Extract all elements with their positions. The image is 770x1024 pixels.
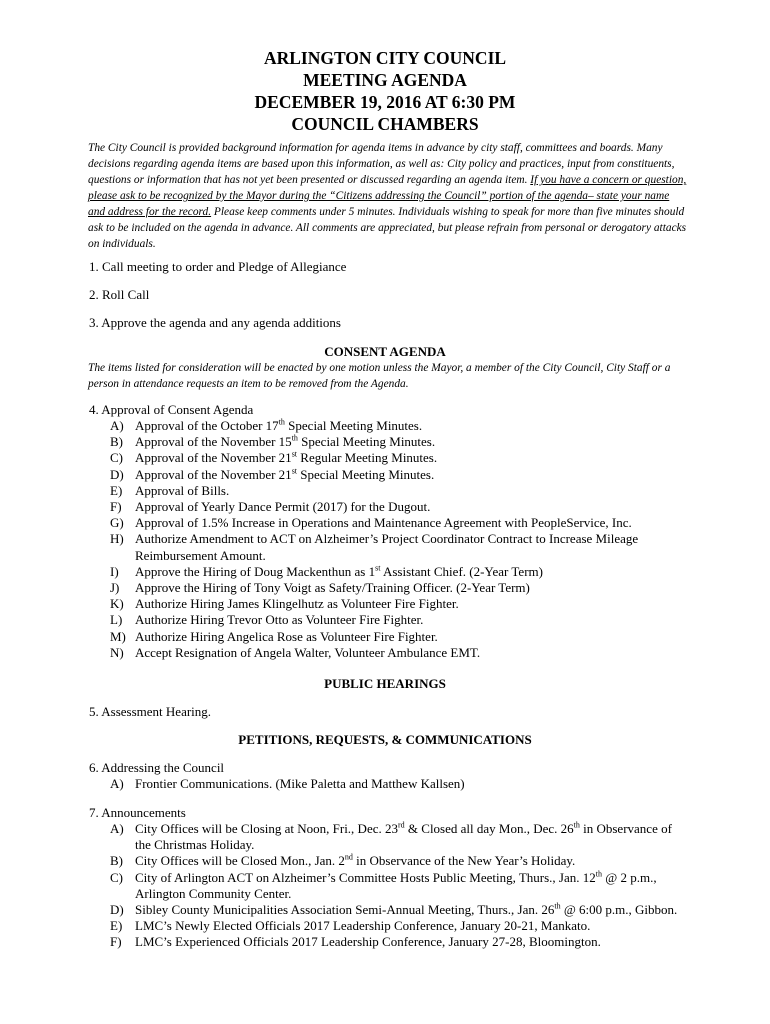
consent-subitem-item xyxy=(110,418,690,434)
agenda-item-3: 3. Approve the agenda and any agenda additions xyxy=(89,315,341,330)
petition-subitem-letter: A) xyxy=(110,776,124,791)
consent-subitem-item xyxy=(110,629,690,645)
consent-agenda-note: The items listed for consideration will be enacted by one motion unless the Mayor, a member of the City Council, City Staff or a person in attendance requests an item to be removed from the Agenda. xyxy=(88,362,671,390)
announcement-subitem-item xyxy=(110,934,690,950)
consent-subitem-letter: M) xyxy=(110,628,126,644)
announcement-subitem-letter: A) xyxy=(110,821,124,836)
announcement-subitem-text: LMC’s Experienced Officials 2017 Leadership Conference, January 27-28, Bloomington. xyxy=(135,934,601,950)
consent-subitem-item xyxy=(110,580,690,596)
announcement-subitem-letter: F) xyxy=(110,934,122,950)
consent-subitem-letter: N) xyxy=(110,644,124,660)
meeting-date: DECEMBER 19, 2016 AT 6:30 PM xyxy=(254,92,516,112)
consent-subitem-letter: I) xyxy=(110,563,119,579)
consent-subitem-text: Approval of 1.5% Increase in Operations and Maintenance Agreement with PeopleService, Inc. xyxy=(135,515,632,531)
consent-subitem-item xyxy=(110,515,690,531)
meeting-location: COUNCIL CHAMBERS xyxy=(291,114,479,134)
consent-subitem-item xyxy=(110,499,690,515)
announcement-subitem-letter: B) xyxy=(110,853,123,869)
consent-subitem-letter: E) xyxy=(110,482,123,498)
consent-subitem-item xyxy=(110,450,690,466)
announcement-subitem-item xyxy=(110,853,690,869)
consent-subitem-letter: B) xyxy=(110,434,123,450)
consent-subitem-text: Authorize Hiring Angelica Rose as Volunteer Fire Fighter. xyxy=(135,628,438,644)
ordinal-suffix: st xyxy=(375,563,381,573)
consent-subitem-letter: L) xyxy=(110,612,123,628)
announcement-subitem-text: City Offices will be Closed Mon., Jan. 2nd in Observance of the New Year’s Holiday. xyxy=(135,853,576,869)
consent-subitem-letter: G) xyxy=(110,515,124,531)
agenda-item-6: 6. Addressing the Council xyxy=(89,760,225,775)
announcement-subitem-item xyxy=(110,918,690,934)
consent-subitem-letter: H) xyxy=(110,531,124,547)
agenda-header xyxy=(0,47,770,135)
council-name: ARLINGTON CITY COUNCIL xyxy=(263,48,507,68)
consent-subitem-text: Authorize Amendment to ACT on Alzheimer’s Project Coordinator Contract to Increase Mileage Reimbursement Amount. xyxy=(135,531,639,563)
announcement-subitem-letter: D) xyxy=(110,902,124,918)
ordinal-suffix: th xyxy=(595,869,602,879)
agenda-item-5: 5. Assessment Hearing. xyxy=(89,704,212,719)
consent-subitem-text: Approval of the October 17th Special Meeting Minutes. xyxy=(135,417,423,433)
consent-subitem-item xyxy=(110,483,690,499)
agenda-item-4: 4. Approval of Consent Agenda xyxy=(89,402,254,417)
ordinal-suffix: nd xyxy=(344,853,353,863)
consent-subitem-text: Approval of the November 21st Regular Meeting Minutes. xyxy=(135,450,438,466)
consent-subitem-text: Approval of the November 15th Special Meeting Minutes. xyxy=(135,433,436,450)
petitions-subitems xyxy=(110,776,690,792)
agenda-item-7: 7. Announcements xyxy=(89,805,186,820)
ordinal-suffix: st xyxy=(291,450,298,460)
ordinal-suffix: rd xyxy=(397,820,405,830)
consent-subitem-letter: C) xyxy=(110,450,123,466)
consent-subitem-letter: A) xyxy=(110,418,124,433)
petition-subitem-text: Frontier Communications. (Mike Paletta and Matthew Kallsen) xyxy=(135,776,465,791)
ordinal-suffix: th xyxy=(573,820,580,830)
intro-underlined-text: If you have a concern or question, please ask to be recognized by the Mayor during the “Citizens addressing the Council” portion of the agenda– state your name and address for the record. xyxy=(88,174,687,218)
consent-subitem-item xyxy=(110,434,690,450)
agenda-item-1: 1. Call meeting to order and Pledge of Allegiance xyxy=(89,259,347,274)
consent-agenda-heading: CONSENT AGENDA xyxy=(324,344,446,359)
announcement-subitem-letter: C) xyxy=(110,869,123,885)
announcement-subitem-text: LMC’s Newly Elected Officials 2017 Leadership Conference, January 20-21, Mankato. xyxy=(135,918,591,934)
consent-subitems xyxy=(110,418,690,661)
document-title: MEETING AGENDA xyxy=(303,70,467,90)
announcement-subitem-item xyxy=(110,902,690,918)
announcement-subitem-letter: E) xyxy=(110,918,123,934)
intro-text-end: Please keep comments under 5 minutes. Individuals wishing to speak for more than five minutes should ask to be included on the agenda in advance. All comments are appreciated, but please refrain from personal or derogatory attacks on individuals. xyxy=(88,206,687,250)
consent-subitem-item xyxy=(110,467,690,483)
announcement-subitem-item xyxy=(110,821,690,853)
consent-subitem-text: Accept Resignation of Angela Walter, Volunteer Ambulance EMT. xyxy=(135,644,481,660)
consent-subitem-item xyxy=(110,612,690,628)
consent-subitem-text: Approval of the November 21st Special Meeting Minutes. xyxy=(135,466,435,482)
announcement-subitem-item xyxy=(110,870,690,902)
consent-subitem-letter: F) xyxy=(110,499,122,515)
announcement-subitems xyxy=(110,821,690,951)
consent-subitem-letter: K) xyxy=(110,596,124,612)
announcement-subitem-text: City Offices will be Closing at Noon, Fri., Dec. 23rd & Closed all day Mon., Dec. 26th in Observance of the Christmas Holiday. xyxy=(135,820,672,853)
intro-text: The City Council is provided background information for agenda items in advance by city staff, committees and boards. Many decisions regarding agenda items are based upon this information, as well as: City policy and practices, input from constituents, questions or information that has not yet been presented or discussed regarding an agenda item. xyxy=(88,142,675,186)
consent-subitem-item xyxy=(110,531,690,563)
petition-subitem-item xyxy=(110,776,690,792)
agenda-item-2: 2. Roll Call xyxy=(89,287,150,302)
consent-subitem-text: Authorize Hiring James Klingelhutz as Volunteer Fire Fighter. xyxy=(135,596,459,612)
petitions-heading: PETITIONS, REQUESTS, & COMMUNICATIONS xyxy=(238,732,532,747)
consent-subitem-text: Authorize Hiring Trevor Otto as Volunteer Fire Fighter. xyxy=(135,612,424,628)
consent-subitem-text: Approval of Bills. xyxy=(135,482,230,498)
consent-subitem-item xyxy=(110,564,690,580)
consent-subitem-text: Approval of Yearly Dance Permit (2017) for the Dugout. xyxy=(135,499,431,515)
consent-subitem-letter: D) xyxy=(110,466,124,482)
consent-subitem-text: Approve the Hiring of Doug Mackenthun as 1st Assistant Chief. (2-Year Term) xyxy=(135,563,543,579)
consent-subitem-letter: J) xyxy=(110,580,120,596)
consent-subitem-item xyxy=(110,645,690,661)
ordinal-suffix: th xyxy=(278,417,285,427)
consent-subitem-item xyxy=(110,596,690,612)
ordinal-suffix: th xyxy=(291,433,298,443)
announcement-subitem-text: City of Arlington ACT on Alzheimer’s Committee Hosts Public Meeting, Thurs., Jan. 12th @ 2 p.m., Arlington Community Center. xyxy=(135,869,657,901)
ordinal-suffix: st xyxy=(291,466,298,476)
public-hearings-heading: PUBLIC HEARINGS xyxy=(324,676,446,691)
announcement-subitem-text: Sibley County Municipalities Association Semi-Annual Meeting, Thurs., Jan. 26th @ 6:00 p.m., Gibbon. xyxy=(135,901,678,918)
consent-subitem-text: Approve the Hiring of Tony Voigt as Safety/Training Officer. (2-Year Term) xyxy=(135,580,530,596)
intro-paragraph xyxy=(88,140,688,252)
ordinal-suffix: th xyxy=(554,901,561,911)
